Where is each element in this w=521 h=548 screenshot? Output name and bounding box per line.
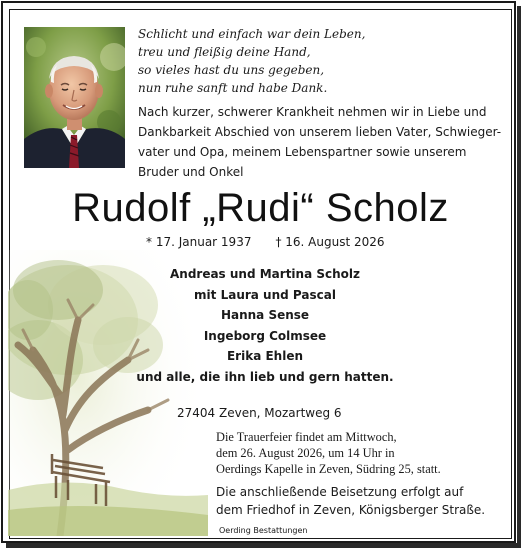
- burial-line: Die anschließende Beisetzung erfolgt auf: [216, 485, 464, 499]
- mourner-line: Erika Ehlen: [226, 349, 304, 363]
- burial-info: [216, 483, 508, 519]
- announcement-line: vater und Opa, meinem Lebenspartner sowie unserem: [138, 145, 467, 159]
- deceased-name: Rudolf „Rudi“ Scholz: [72, 186, 449, 230]
- ceremony-line: Oerdings Kapelle in Zeven, Südring 25, statt.: [216, 462, 441, 476]
- mourner-line: Ingeborg Colmsee: [203, 328, 327, 343]
- ceremony-line: dem 26. August 2026, um 14 Uhr in: [216, 446, 395, 460]
- announcement-line: Nach kurzer, schwerer Krankheit nehmen wir in Liebe und: [138, 105, 487, 119]
- announcement-line: Dankbarkeit Abschied von unserem lieben Vater, Schwieger-: [138, 125, 502, 139]
- burial-line: dem Friedhof in Zeven, Königsberger Straße.: [216, 503, 486, 517]
- mourner-line: mit Laura und Pascal: [194, 287, 336, 302]
- portrait-illustration: [24, 27, 125, 168]
- family-address: 27404 Zeven, Mozartweg 6: [177, 406, 342, 420]
- mourner-line: Hanna Sense: [220, 308, 310, 322]
- poem-line: treu und fleißig deine Hand,: [138, 45, 311, 59]
- announcement-line: Bruder und Onkel: [138, 165, 244, 179]
- frame-shadow-bottom: [6, 543, 521, 548]
- poem-line: Schlicht und einfach war dein Leben,: [138, 27, 366, 41]
- funeral-service-info: [216, 429, 506, 477]
- poem-line: so vieles hast du uns gegeben,: [138, 63, 325, 77]
- undertaker-credit: Oerding Bestattungen: [219, 526, 308, 535]
- portrait-photo: [24, 27, 125, 168]
- birth-date: * 17. Januar 1937: [146, 235, 252, 249]
- frame-shadow-right: [517, 6, 521, 546]
- poem-line: nun ruhe sanft und habe Dank.: [138, 81, 328, 95]
- mourner-line: und alle, die ihn lieb und gern hatten.: [136, 369, 394, 384]
- life-dates: [146, 233, 385, 251]
- death-date: † 16. August 2026: [275, 235, 385, 249]
- mourner-line: Andreas und Martina Scholz: [169, 267, 360, 281]
- ceremony-line: Die Trauerfeier findet am Mittwoch,: [216, 430, 397, 444]
- mourners-list: [120, 264, 410, 387]
- memorial-poem: [138, 25, 468, 97]
- death-announcement-text: [138, 102, 508, 182]
